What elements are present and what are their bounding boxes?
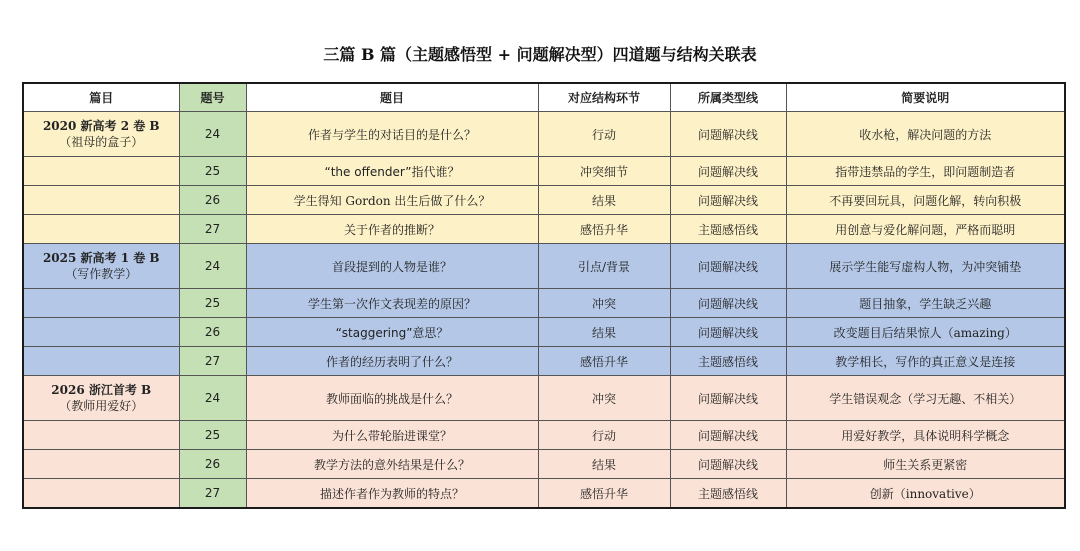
header-row [23, 83, 1065, 112]
table-row [23, 347, 1065, 376]
table-row [23, 479, 1065, 509]
group-label [23, 376, 179, 421]
question-text: 作者的经历表明了什么？ [246, 347, 538, 376]
structure-section: 结果 [538, 318, 670, 347]
header-type-line: 所属类型线 [670, 83, 786, 112]
question-number: 24 [179, 112, 246, 157]
type-line: 问题解决线 [670, 157, 786, 186]
question-text: 作者与学生的对话目的是什么？ [246, 112, 538, 157]
table-row [23, 112, 1065, 157]
question-text: “staggering”意思？ [246, 318, 538, 347]
page-title: 三篇 B 篇（主题感悟型 + 问题解决型）四道题与结构关联表 [323, 45, 757, 64]
group-label-empty [23, 215, 179, 244]
group-label-empty [23, 157, 179, 186]
type-line: 主题感悟线 [670, 215, 786, 244]
question-number: 27 [179, 347, 246, 376]
question-number: 26 [179, 186, 246, 215]
question-number: 24 [179, 376, 246, 421]
group-subtitle: （写作教学） [65, 267, 138, 281]
question-number: 25 [179, 421, 246, 450]
brief-note: 创新（innovative） [786, 479, 1065, 509]
group-label-empty [23, 421, 179, 450]
header-passage: 篇目 [23, 83, 179, 112]
brief-note: 教学相长，写作的真正意义是连接 [786, 347, 1065, 376]
structure-section: 引点/背景 [538, 244, 670, 289]
group-label-empty [23, 479, 179, 509]
brief-note: 展示学生能写虚构人物，为冲突铺垫 [786, 244, 1065, 289]
question-text: 学生得知 Gordon 出生后做了什么？ [246, 186, 538, 215]
group-name: 2025 新高考 1 卷 B [42, 251, 160, 265]
group-label-empty [23, 450, 179, 479]
table-row [23, 215, 1065, 244]
brief-note: 改变题目后结果惊人（amazing） [786, 318, 1065, 347]
type-line: 问题解决线 [670, 376, 786, 421]
header-question: 题目 [246, 83, 538, 112]
question-text: 为什么带轮胎进课堂？ [246, 421, 538, 450]
question-text: 描述作者作为教师的特点？ [246, 479, 538, 509]
header-note: 简要说明 [786, 83, 1065, 112]
brief-note: 题目抽象，学生缺乏兴趣 [786, 289, 1065, 318]
group-label [23, 244, 179, 289]
question-number: 26 [179, 450, 246, 479]
brief-note: 用创意与爱化解问题，严格而聪明 [786, 215, 1065, 244]
type-line: 问题解决线 [670, 186, 786, 215]
type-line: 问题解决线 [670, 318, 786, 347]
group-label-empty [23, 347, 179, 376]
type-line: 问题解决线 [670, 112, 786, 157]
brief-note: 用爱好教学，具体说明科学概念 [786, 421, 1065, 450]
type-line: 问题解决线 [670, 421, 786, 450]
question-text: 教师面临的挑战是什么？ [246, 376, 538, 421]
group-subtitle: （教师用爱好） [59, 399, 144, 413]
question-number: 26 [179, 318, 246, 347]
header-number: 题号 [179, 83, 246, 112]
question-text: 学生第一次作文表现差的原因？ [246, 289, 538, 318]
structure-section: 感悟升华 [538, 215, 670, 244]
structure-section: 结果 [538, 450, 670, 479]
structure-section: 感悟升华 [538, 479, 670, 509]
header-section: 对应结构环节 [538, 83, 670, 112]
structure-section: 行动 [538, 112, 670, 157]
question-text: 首段提到的人物是谁？ [246, 244, 538, 289]
table-row [23, 421, 1065, 450]
group-label [23, 112, 179, 157]
group-label-empty [23, 318, 179, 347]
type-line: 问题解决线 [670, 450, 786, 479]
type-line: 问题解决线 [670, 244, 786, 289]
question-number: 24 [179, 244, 246, 289]
question-number: 27 [179, 479, 246, 509]
table-row [23, 157, 1065, 186]
table-row [23, 186, 1065, 215]
table-row [23, 376, 1065, 421]
question-number: 27 [179, 215, 246, 244]
structure-section: 感悟升华 [538, 347, 670, 376]
type-line: 问题解决线 [670, 289, 786, 318]
structure-section: 冲突 [538, 376, 670, 421]
structure-section: 结果 [538, 186, 670, 215]
brief-note: 指带违禁品的学生，即问题制造者 [786, 157, 1065, 186]
structure-section: 行动 [538, 421, 670, 450]
question-text: 关于作者的推断？ [246, 215, 538, 244]
question-text: “the offender”指代谁？ [246, 157, 538, 186]
table-row [23, 450, 1065, 479]
group-name: 2026 浙江首考 B [51, 383, 152, 397]
brief-note: 师生关系更紧密 [786, 450, 1065, 479]
question-text: 教学方法的意外结果是什么？ [246, 450, 538, 479]
question-number: 25 [179, 157, 246, 186]
brief-note: 不再要回玩具，问题化解，转向积极 [786, 186, 1065, 215]
group-subtitle: （祖母的盒子） [59, 135, 144, 149]
table-row [23, 289, 1065, 318]
table-row [23, 244, 1065, 289]
question-number: 25 [179, 289, 246, 318]
brief-note: 学生错误观念（学习无趣、不相关） [786, 376, 1065, 421]
brief-note: 收水枪，解决问题的方法 [786, 112, 1065, 157]
structure-section: 冲突 [538, 289, 670, 318]
structure-section: 冲突细节 [538, 157, 670, 186]
type-line: 主题感悟线 [670, 347, 786, 376]
group-name: 2020 新高考 2 卷 B [42, 119, 160, 133]
table-row [23, 318, 1065, 347]
group-label-empty [23, 186, 179, 215]
type-line: 主题感悟线 [670, 479, 786, 509]
structure-table [22, 82, 1066, 509]
group-label-empty [23, 289, 179, 318]
